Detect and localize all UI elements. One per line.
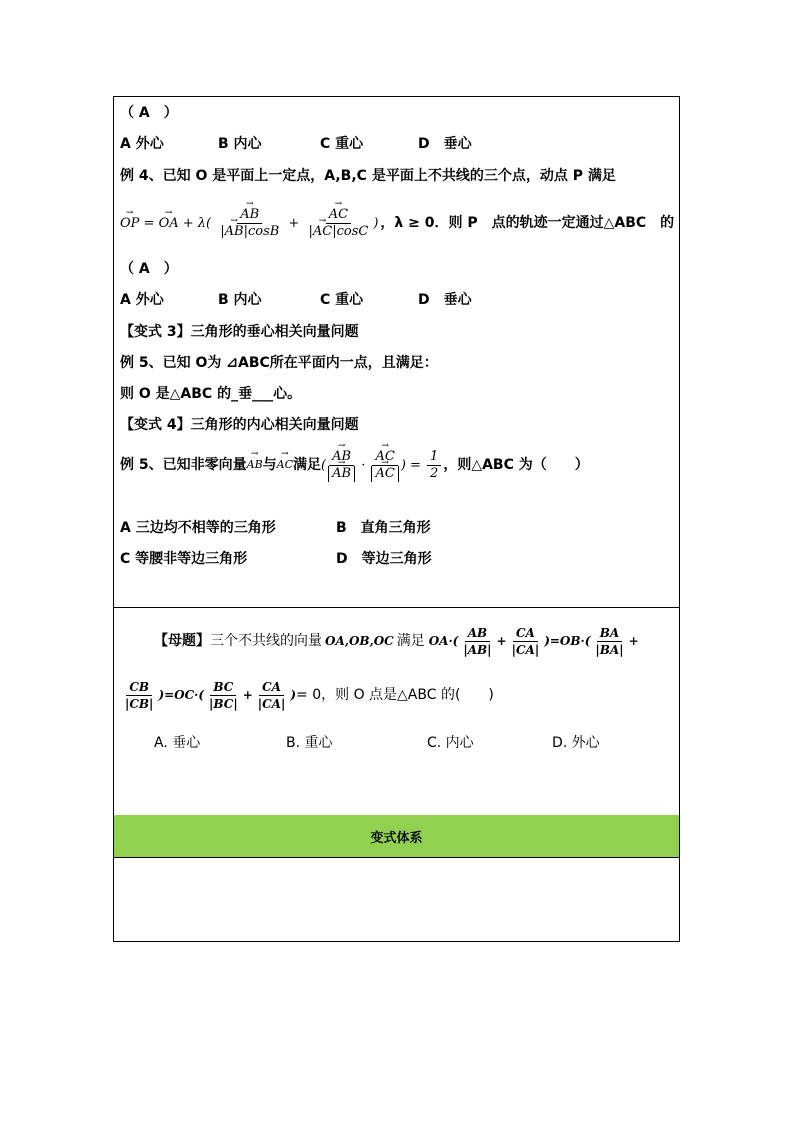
- ex3-option-a: A 外心: [120, 136, 164, 152]
- ex3-option-c: C 重心: [320, 136, 364, 152]
- ex5b-prefix: 例 5、已知非零向量: [120, 457, 247, 473]
- mother-problem-line2: [120, 675, 494, 715]
- ex3-option-b: B 内心: [218, 136, 262, 152]
- mother-problem-section: [114, 607, 679, 816]
- mother-problem-line1: [154, 621, 639, 661]
- variant3-title: 【变式 3】三角形的垂心相关向量问题: [120, 324, 359, 340]
- variant4-title: 【变式 4】三角形的内心相关向量问题: [120, 417, 359, 433]
- ex4-formula-line: [120, 201, 674, 245]
- mother-problem-title: 【母题】: [154, 633, 210, 649]
- ex4-option-d: D 垂心: [418, 292, 472, 308]
- ex5b-formula: ( → AB → AB · → AC → AC ) = $\frac{1}{2}$: [321, 449, 443, 482]
- ex4-option-b: B 内心: [218, 292, 262, 308]
- mother-problem-tail: = 0，则 O 点是△ABC 的( ): [296, 687, 494, 703]
- mother-option-c: C. 内心: [427, 735, 474, 751]
- ex4-formula-tail: ，λ ≥ 0．则 P 点的轨迹一定通过△ABC 的: [380, 215, 675, 231]
- mother-option-b: B. 重心: [286, 735, 333, 751]
- mother-option-d: D. 外心: [552, 735, 600, 751]
- examples-section: [114, 97, 679, 608]
- ex4-option-c: C 重心: [320, 292, 364, 308]
- ex4-intro: 例 4、已知 O 是平面上一定点，A,B,C 是平面上不共线的三个点，动点 P 满足: [120, 168, 616, 184]
- ex5b-with: 与: [262, 457, 277, 473]
- mother-problem-vectors: OA,OB,OC: [325, 634, 394, 648]
- ex5b-option-c: C 等腰非等边三角形: [120, 551, 248, 567]
- ex5a-text: 例 5、已知 O为 ⊿ABC所在平面内一点，且满足：: [120, 355, 438, 371]
- ex4-answer: （ A ）: [120, 261, 178, 277]
- ex5b-option-b: B 直角三角形: [336, 520, 431, 536]
- ex5b-vec-ac: → AC: [277, 455, 293, 475]
- mother-problem-formula-part2: $\frac{CB}{|CB|}$ )=OC·( $\frac{BC}{|BC|}$ + $\frac{CA}{|CA|}$ ): [125, 679, 297, 711]
- mother-problem-stem: 三个不共线的向量: [210, 633, 322, 649]
- ex4-option-a: A 外心: [120, 292, 164, 308]
- empty-cell: [114, 858, 679, 941]
- mother-problem-formula-part1: OA·( $\frac{AB}{|AB|}$ + $\frac{CA}{|CA|}$ )=OB·( $\frac{BA}{|BA|}$ +: [428, 625, 639, 657]
- document-table: [113, 96, 680, 942]
- ex5b-option-d: D 等边三角形: [336, 551, 432, 567]
- mother-problem-satisfy: 满足: [396, 633, 425, 649]
- ex5b-line: [120, 439, 589, 491]
- ex3-option-d: D 垂心: [418, 136, 472, 152]
- ex5b-satisfy: 满足: [293, 457, 322, 473]
- ex5b-half-den: 2: [430, 465, 439, 481]
- variant-system-banner: 变式体系: [114, 815, 679, 858]
- ex4-formula: → OP = → OA + λ( → $\frac{AB}{|\to AB|\cos B}$ + → $\frac{AC}{|\to AC|\cos C}$ ): [120, 207, 378, 240]
- ex5b-half-num: 1: [427, 449, 441, 466]
- ex3-answer: （ A ）: [120, 105, 178, 121]
- ex5b-tail: ，则△ABC 为（ ）: [443, 457, 589, 473]
- ex5b-vec-ab: → AB: [247, 455, 263, 475]
- ex5a-result: 则 O 是△ABC 的_垂___心。: [120, 386, 302, 402]
- mother-option-a: A. 垂心: [154, 735, 201, 751]
- ex5b-option-a: A 三边均不相等的三角形: [120, 520, 276, 536]
